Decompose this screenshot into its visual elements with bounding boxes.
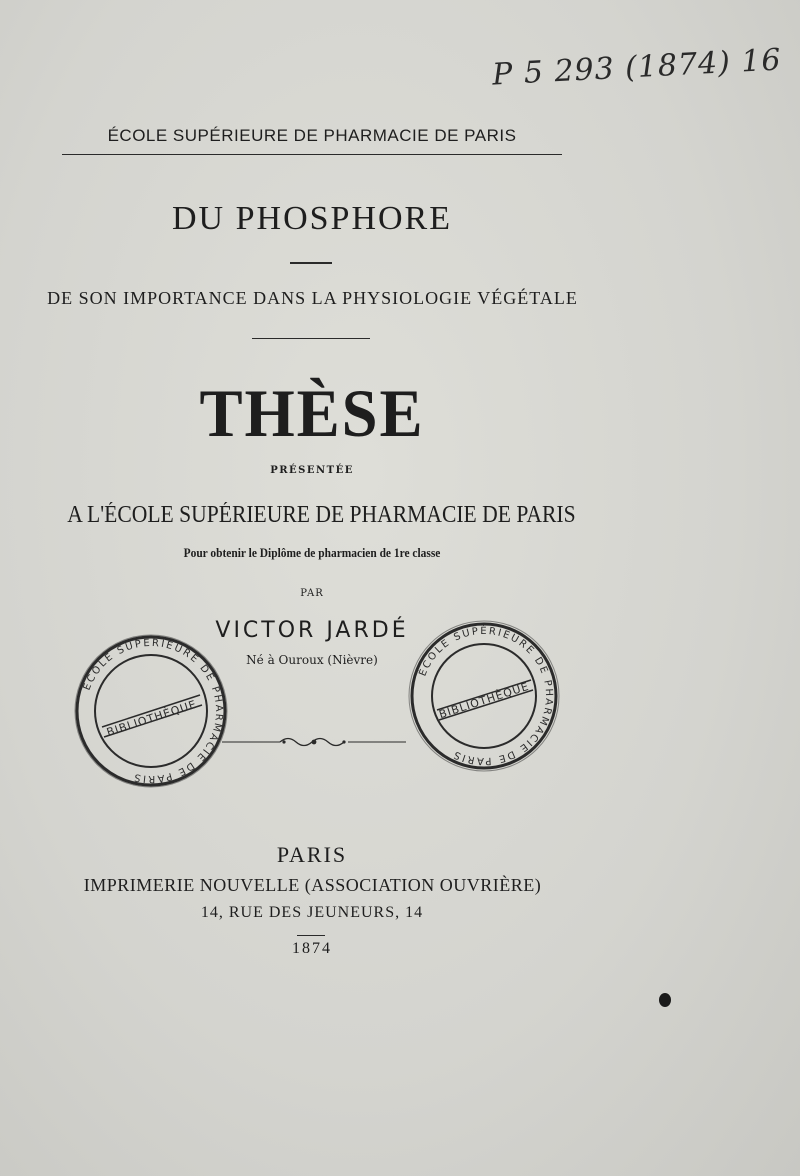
- svg-text:BIBLIOTHÈQUE: BIBLIOTHÈQUE: [105, 697, 199, 740]
- author-name: VICTOR JARDÉ: [215, 618, 409, 643]
- page-subtitle: DE SON IMPORTANCE DANS LA PHYSIOLOGIE VÉGÉTALE: [47, 288, 578, 308]
- imprint-printer: IMPRIMERIE NOUVELLE (ASSOCIATION OUVRIÈRE): [83, 875, 542, 895]
- library-stamp-left: [72, 632, 230, 790]
- library-stamp-right: [405, 614, 563, 774]
- presented-label: PRÉSENTÉE: [270, 465, 354, 476]
- title-divider: [290, 262, 332, 264]
- page-title: DU PHOSPHORE: [172, 200, 452, 237]
- imprint-city: PARIS: [276, 842, 348, 867]
- author-birthplace: Né à Ouroux (Nièvre): [246, 653, 378, 667]
- ornament-divider: [222, 734, 406, 750]
- imprint-address: 14, RUE DES JEUNEURS, 14: [200, 904, 424, 921]
- svg-text:BIBLIOTHÈQUE: BIBLIOTHÈQUE: [437, 679, 531, 722]
- svg-text:ÉCOLE SUPÉRIEURE DE PHARMACIE: ÉCOLE SUPÉRIEURE DE PHARMACIE DE PARIS: [417, 625, 555, 767]
- thesis-heading: THÈSE: [199, 375, 425, 451]
- svg-text:ÉCOLE SUPÉRIEURE DE PHARMACIE: ÉCOLE SUPÉRIEURE DE PHARMACIE DE PARIS: [81, 637, 225, 785]
- imprint-year: 1874: [292, 940, 332, 957]
- header-rule: [62, 154, 562, 155]
- ink-blot: [659, 993, 671, 1007]
- year-divider: [297, 935, 325, 936]
- by-label: PAR: [300, 588, 324, 599]
- diploma-purpose: Pour obtenir le Diplôme de pharmacien de 1re classe: [183, 545, 441, 560]
- school-header: ÉCOLE SUPÉRIEURE DE PHARMACIE DE PARIS: [107, 126, 517, 145]
- handwritten-shelfmark: P 5 293 (1874) 16: [491, 42, 783, 93]
- subtitle-divider: [252, 338, 370, 339]
- school-line: A L'ÉCOLE SUPÉRIEURE DE PHARMACIE DE PARIS: [67, 502, 576, 528]
